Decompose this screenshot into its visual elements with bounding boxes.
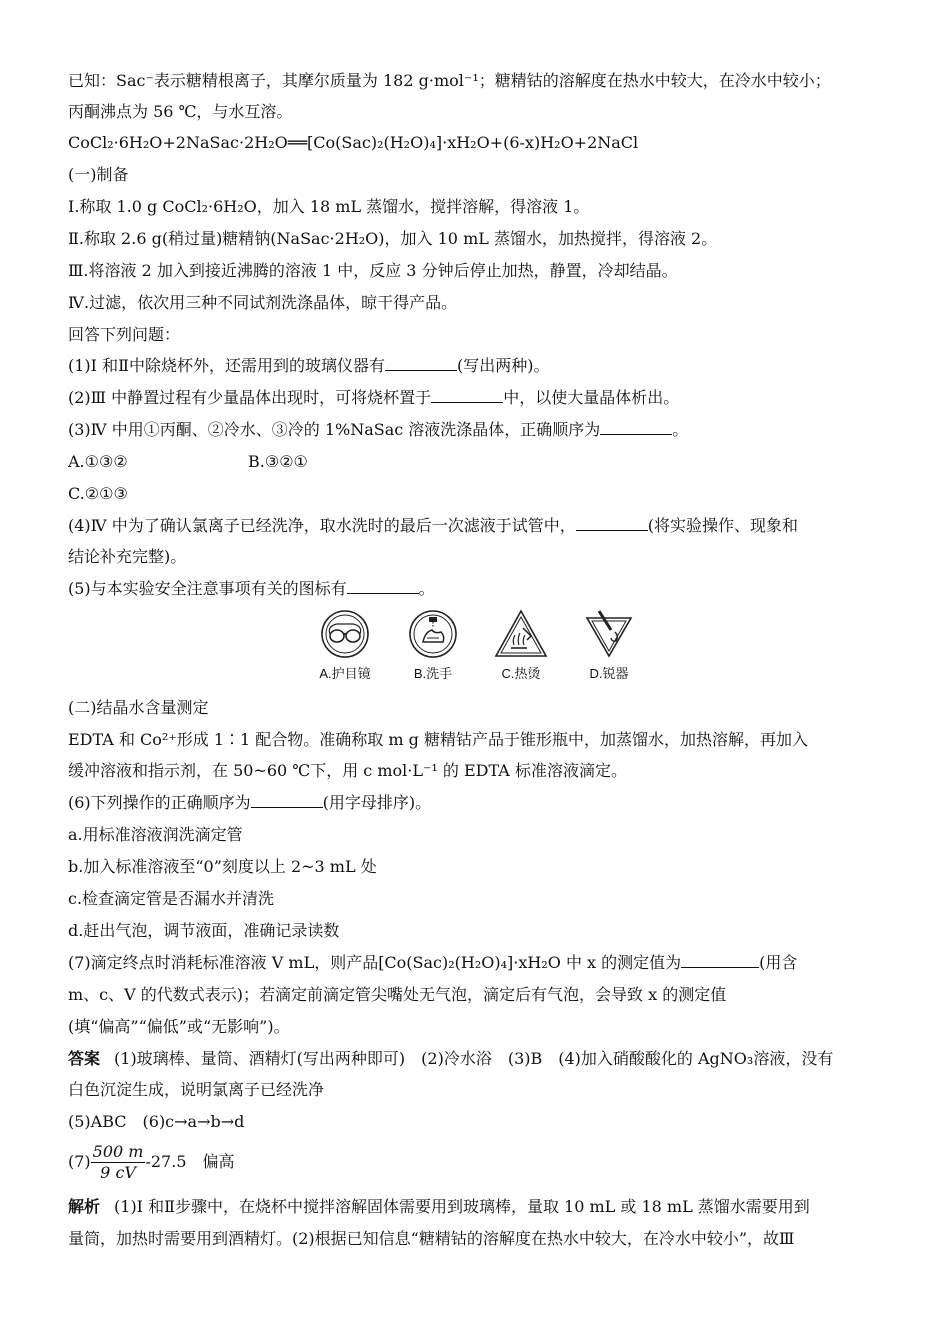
analysis-text-1: (1)Ⅰ 和Ⅱ步骤中，在烧杯中搅拌溶解固体需要用到玻璃棒，量取 10 mL 或 18 mL 蒸馏水需要用到	[114, 1197, 810, 1216]
section-1-title: (一)制备	[68, 165, 129, 184]
operation-b: b.加入标准溶液至“0”刻度以上 2~3 mL 处	[68, 857, 377, 876]
goggles-label: A.护目镜	[319, 666, 371, 681]
step-1: Ⅰ.称取 1.0 g CoCl₂·6H₂O，加入 18 mL 蒸馏水，搅拌溶解，得溶液 1。	[68, 197, 590, 216]
section-2-intro-1: EDTA 和 Co²⁺形成 1∶1 配合物。准确称取 m g 糖精钴产品于锥形瓶中，加蒸馏水，加热溶解，再加入	[68, 730, 808, 749]
question-1	[68, 355, 888, 377]
question-7-text: (7)滴定终点时消耗标准溶液 V mL，则产品[Co(Sac)₂(H₂O)₄]·xH₂O 中 x 的测定值为	[68, 953, 682, 972]
question-5-tail: 。	[418, 579, 435, 598]
question-3-tail: 。	[672, 420, 689, 439]
question-2	[68, 387, 888, 409]
answer-blank-2[interactable]	[431, 387, 503, 403]
step-3: Ⅲ.将溶液 2 加入到接近沸腾的溶液 1 中，反应 3 分钟后停止加热，静置，冷却结晶。	[68, 261, 678, 280]
question-1-tail: (写出两种)。	[456, 356, 550, 375]
section-2-title: (二)结晶水含量测定	[68, 698, 209, 717]
question-4-text: (4)Ⅳ 中为了确认氯离子已经洗净，取水洗时的最后一次滤液于试管中，	[68, 516, 576, 535]
operation-d: d.赶出气泡，调节液面，准确记录读数	[68, 921, 340, 940]
icon-item-sharp	[572, 608, 646, 682]
wash-hands-label: B.洗手	[413, 666, 453, 681]
question-2-text: (2)Ⅲ 中静置过程有少量晶体出现时，可将烧杯置于	[68, 388, 432, 407]
icon-item-goggles	[308, 608, 382, 682]
analysis-label: 解析	[68, 1197, 101, 1216]
hot-surface-icon	[493, 608, 549, 660]
section-2-intro-2: 缓冲溶液和指示剂，在 50~60 ℃下，用 c mol·L⁻¹ 的 EDTA 标准溶液滴定。	[68, 761, 627, 780]
wash-hands-icon	[405, 608, 461, 660]
reaction-equation: CoCl₂·6H₂O+2NaSac·2H₂O══[Co(Sac)₂(H₂O)₄]·xH₂O+(6-x)H₂O+2NaCl	[68, 133, 639, 152]
option-a: A.①③②	[68, 452, 128, 471]
answer-blank-4[interactable]	[576, 515, 648, 531]
answer-q7-suffix: -27.5 偏高	[145, 1152, 235, 1171]
question-7-tail: (用含	[759, 953, 798, 972]
known-line-2: 丙酮沸点为 56 ℃，与水互溶。	[68, 102, 293, 121]
icon-item-wash-hands	[396, 608, 470, 682]
icon-item-hot-surface	[484, 608, 558, 682]
question-7	[68, 952, 888, 974]
answer-q7-prefix: (7)	[68, 1152, 91, 1171]
sharp-object-label: D.锐器	[589, 666, 629, 681]
answer-line-1	[68, 1048, 888, 1070]
answer-blank-7[interactable]	[681, 952, 759, 968]
question-7-line-3: (填“偏高”“偏低”或“无影响”)。	[68, 1017, 290, 1036]
sharp-object-icon	[581, 608, 637, 660]
question-5-text: (5)与本实验安全注意事项有关的图标有	[68, 579, 347, 598]
answer-line-2: 白色沉淀生成，说明氯离子已经洗净	[68, 1080, 325, 1099]
option-c: C.②①③	[68, 484, 128, 503]
goggles-icon	[317, 608, 373, 660]
step-2: Ⅱ.称取 2.6 g(稍过量)糖精钠(NaSac·2H₂O)，加入 10 mL 蒸馏水，加热搅拌，得溶液 2。	[68, 229, 718, 248]
question-7-line-2	[68, 984, 888, 1006]
question-3	[68, 419, 888, 441]
answer-blank-1[interactable]	[385, 355, 457, 371]
step-4: Ⅳ.过滤，依次用三种不同试剂洗涤晶体，晾干得产品。	[68, 293, 458, 312]
question-6-text: (6)下列操作的正确顺序为	[68, 793, 251, 812]
answer-blank-5[interactable]	[347, 578, 419, 594]
answer-fraction	[91, 1142, 146, 1183]
question-4-line-2: 结论补充完整)。	[68, 547, 187, 566]
operation-a: a.用标准溶液润洗滴定管	[68, 825, 243, 844]
question-7-line-2-text: m、c、V 的代数式表示)；若滴定前滴定管尖嘴处无气泡，滴定后有气泡，会导致 x 的测定值	[68, 985, 727, 1004]
fraction-numerator: 500 m	[92, 1142, 144, 1161]
question-4-tail: (将实验操作、现象和	[647, 516, 798, 535]
question-6-tail: (用字母排序)。	[322, 793, 432, 812]
question-4	[68, 515, 888, 537]
known-line-1: 已知：Sac⁻表示糖精根离子，其摩尔质量为 182 g·mol⁻¹；糖精钴的溶解度在热水中较大，在冷水中较小；	[68, 71, 831, 90]
question-2-tail: 中，以使大量晶体析出。	[503, 388, 680, 407]
answer-line-4	[68, 1140, 888, 1184]
answer-blank-6[interactable]	[251, 792, 323, 808]
analysis-line-2: 量筒，加热时需要用到酒精灯。(2)根据已知信息“糖精钴的溶解度在热水中较大，在冷水中较小”，故Ⅲ	[68, 1229, 795, 1248]
answer-label: 答案	[68, 1049, 101, 1068]
answer-blank-3[interactable]	[600, 419, 672, 435]
answer-text-1: (1)玻璃棒、量筒、酒精灯(写出两种即可) (2)冷水浴 (3)B (4)加入硝酸酸化的 AgNO₃溶液，没有	[114, 1049, 834, 1068]
answer-line-3: (5)ABC (6)c→a→b→d	[68, 1112, 245, 1131]
question-5	[68, 578, 888, 600]
operation-c: c.检查滴定管是否漏水并清洗	[68, 889, 275, 908]
question-6	[68, 792, 888, 814]
safety-icons-row	[308, 608, 648, 688]
analysis-line-1	[68, 1196, 888, 1218]
question-3-text: (3)Ⅳ 中用①丙酮、②冷水、③冷的 1%NaSac 溶液洗涤晶体，正确顺序为	[68, 420, 601, 439]
question-1-text: (1)Ⅰ 和Ⅱ中除烧杯外，还需用到的玻璃仪器有	[68, 356, 385, 375]
answer-prompt: 回答下列问题：	[68, 325, 181, 344]
option-b: B.③②①	[248, 452, 308, 471]
fraction-denominator: 9 cV	[100, 1163, 136, 1182]
question-3-options-row-1	[68, 451, 888, 473]
hot-surface-label: C.热烫	[501, 666, 541, 681]
